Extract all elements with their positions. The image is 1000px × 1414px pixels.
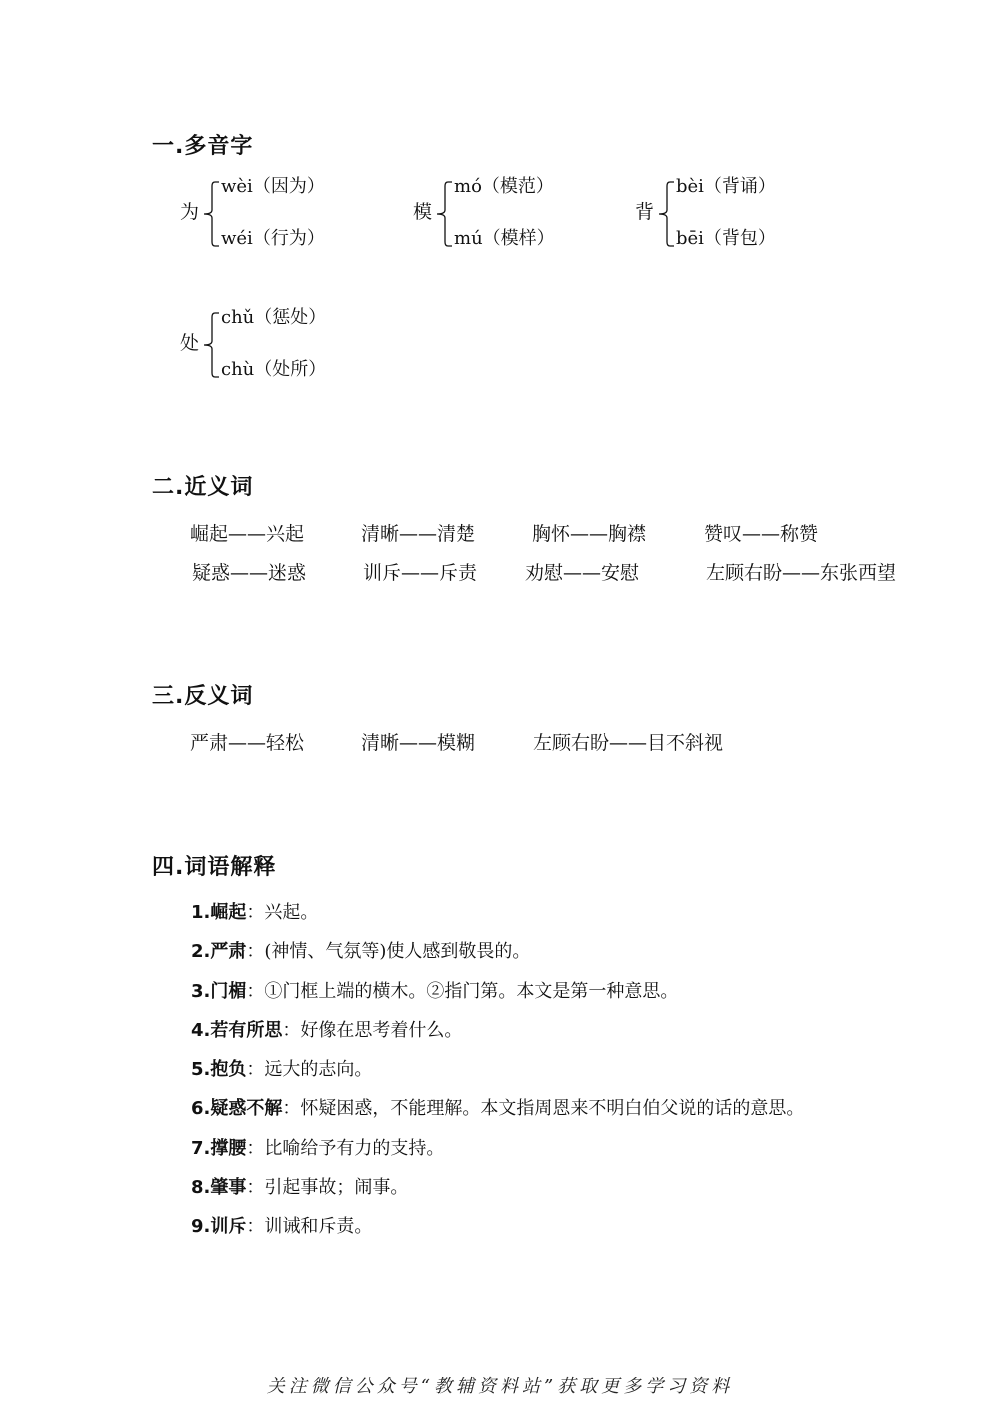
- definition-number: 7.: [191, 1138, 211, 1159]
- definition-term: 崛起: [210, 902, 247, 923]
- definition-text: ：引起事故；闹事。: [246, 1177, 409, 1198]
- reading-2: bēi（背包）: [676, 228, 776, 249]
- synonym-pair: 赞叹——称赞: [704, 523, 819, 545]
- synonym-pair: 崛起——兴起: [190, 523, 305, 545]
- definition-number: 1.: [191, 902, 211, 923]
- definition-term: 疑惑不解: [210, 1098, 283, 1119]
- definition-item: [191, 900, 318, 926]
- polyphonic-char: 处: [180, 332, 200, 354]
- definition-text: ：怀疑困惑，不能理解。本文指周恩来不明白伯父说的话的意思。: [282, 1098, 805, 1119]
- definition-number: 2.: [191, 941, 211, 962]
- definition-item: [191, 939, 530, 965]
- definition-item: [191, 979, 678, 1005]
- definition-term: 门楣: [210, 981, 247, 1002]
- reading-2: chù（处所）: [221, 359, 327, 380]
- polyphonic-char: 为: [180, 201, 200, 223]
- antonym-pair: 清晰——模糊: [361, 732, 476, 754]
- footer-note: 关注微信公众号“教辅资料站”获取更多学习资料: [266, 1376, 734, 1397]
- definition-text: ：(神情、气氛等)使人感到敬畏的。: [246, 941, 531, 962]
- definition-term: 抱负: [210, 1059, 247, 1080]
- antonym-pair: 严肃——轻松: [190, 732, 305, 754]
- definition-text: ：训诫和斥责。: [246, 1216, 373, 1237]
- definition-number: 3.: [191, 981, 211, 1002]
- synonym-pair: 劝慰——安慰: [525, 562, 640, 584]
- synonym-pair: 训斥——斥责: [363, 562, 478, 584]
- definition-item: [191, 1018, 462, 1044]
- definition-number: 8.: [191, 1177, 211, 1198]
- definition-item: [191, 1214, 372, 1240]
- reading-2: wéi（行为）: [221, 228, 325, 249]
- reading-1: mó（模范）: [454, 176, 554, 197]
- definition-term: 严肃: [210, 941, 247, 962]
- section-title-synonyms: 二.近义词: [152, 475, 254, 500]
- definition-number: 9.: [191, 1216, 211, 1237]
- definition-term: 若有所思: [210, 1020, 283, 1041]
- synonym-pair: 疑惑——迷惑: [192, 562, 307, 584]
- definition-text: ：兴起。: [246, 902, 319, 923]
- polyphonic-group: [635, 174, 835, 254]
- section-title-antonyms: 三.反义词: [152, 684, 254, 709]
- polyphonic-char: 模: [413, 201, 433, 223]
- definition-text: ：远大的志向。: [246, 1059, 373, 1080]
- definition-text: ：比喻给予有力的支持。: [246, 1138, 445, 1159]
- polyphonic-group: [413, 174, 613, 254]
- polyphonic-group: [180, 305, 380, 385]
- antonym-pair: 左顾右盼——目不斜视: [533, 732, 724, 754]
- definition-number: 5.: [191, 1059, 211, 1080]
- definition-text: ：①门框上端的横木。②指门第。本文是第一种意思。: [246, 981, 679, 1002]
- section-title-polyphonic: 一.多音字: [152, 134, 254, 159]
- polyphonic-group: [180, 174, 380, 254]
- definition-term: 肇事: [210, 1177, 247, 1198]
- definition-number: 4.: [191, 1020, 211, 1041]
- reading-1: wèi（因为）: [221, 176, 325, 197]
- reading-1: bèi（背诵）: [676, 176, 776, 197]
- definition-text: ：好像在思考着什么。: [282, 1020, 463, 1041]
- polyphonic-char: 背: [635, 201, 655, 223]
- reading-1: chǔ（惩处）: [221, 307, 327, 328]
- definition-item: [191, 1096, 804, 1122]
- brace-icon: [202, 180, 220, 248]
- brace-icon: [202, 311, 220, 379]
- synonym-pair: 左顾右盼——东张西望: [706, 562, 897, 584]
- brace-icon: [435, 180, 453, 248]
- reading-2: mú（模样）: [454, 228, 555, 249]
- synonym-pair: 清晰——清楚: [361, 523, 476, 545]
- section-title-definitions: 四.词语解释: [152, 855, 277, 880]
- synonym-pair: 胸怀——胸襟: [532, 523, 647, 545]
- definition-term: 撑腰: [210, 1138, 247, 1159]
- definition-item: [191, 1136, 444, 1162]
- definition-number: 6.: [191, 1098, 211, 1119]
- definition-item: [191, 1175, 408, 1201]
- brace-icon: [657, 180, 675, 248]
- definition-term: 训斥: [210, 1216, 247, 1237]
- definition-item: [191, 1057, 372, 1083]
